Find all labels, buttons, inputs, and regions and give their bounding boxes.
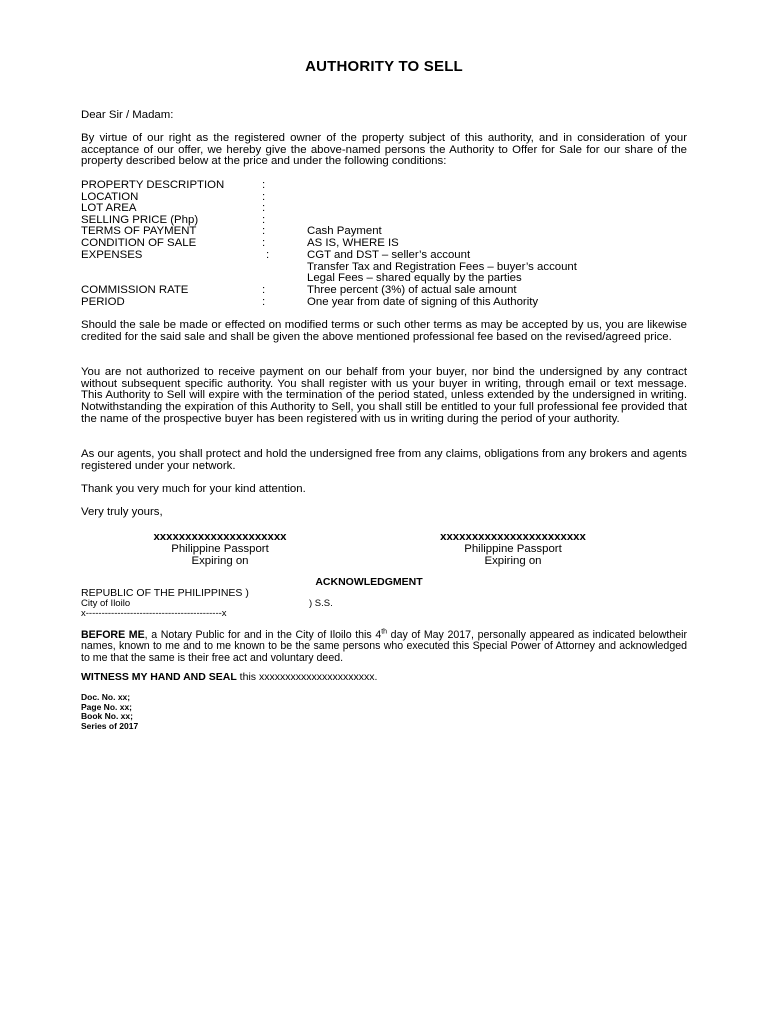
modified-terms-paragraph: Should the sale be made or effected on modified terms or such other terms as may be accepted by us, you are likewise credited for the said sale and shall be given the above mentioned professional fee based on the revised/agreed price.: [81, 319, 687, 343]
condition-label: CONDITION OF SALE: [81, 237, 197, 249]
signatory-name: xxxxxxxxxxxxxxxxxxxxxxx: [440, 531, 586, 543]
witness-line: [81, 672, 377, 684]
republic-line: REPUBLIC OF THE PHILIPPINES ): [81, 587, 249, 599]
colon: :: [262, 214, 266, 226]
expenses-value: CGT and DST – seller’s account: [307, 249, 471, 261]
witness-bold: WITNESS MY HAND AND SEAL: [81, 671, 237, 683]
commission-value: Three percent (3%) of actual sale amount: [307, 284, 517, 296]
intro-paragraph: By virtue of our right as the registered owner of the property subject of this authority, and in consideration of your acceptance of our offer, we hereby give the above-named persons the Authority to Offer for Sale for our share of the property described below at the price and under the following conditions:: [81, 132, 687, 168]
expenses-value: Transfer Tax and Registration Fees – buyer’s account: [307, 261, 577, 273]
before-me-bold: BEFORE ME: [81, 629, 145, 641]
terms-value: Cash Payment: [307, 225, 382, 237]
doc-no: Doc. No. xx;: [81, 692, 131, 702]
book-no: Book No. xx;: [81, 711, 133, 721]
signatory-name: xxxxxxxxxxxxxxxxxxxxx: [153, 531, 287, 543]
location-label: LOCATION: [81, 191, 139, 203]
series: Series of 2017: [81, 720, 139, 731]
colon: :: [262, 202, 266, 214]
property-description-label: PROPERTY DESCRIPTION: [81, 179, 225, 191]
colon: :: [262, 284, 266, 296]
commission-label: COMMISSION RATE: [81, 284, 189, 296]
closing-line: Very truly yours,: [81, 506, 163, 518]
before-me-text: , a Notary Public for and in the City of Iloilo this 4: [144, 629, 382, 641]
period-value: One year from date of signing of this Authority: [307, 296, 539, 308]
period-label: PERIOD: [81, 296, 125, 308]
lot-area-label: LOT AREA: [81, 202, 137, 214]
document-title: AUTHORITY TO SELL: [305, 58, 463, 75]
salutation: Dear Sir / Madam:: [81, 109, 174, 121]
signatory-expiry: Expiring on: [191, 555, 249, 567]
colon: :: [262, 191, 266, 203]
before-me-sup: th: [381, 628, 388, 636]
condition-value: AS IS, WHERE IS: [307, 237, 399, 249]
colon: :: [266, 249, 270, 261]
colon: :: [262, 225, 266, 237]
colon: :: [262, 179, 266, 191]
before-me-text-cont: day of May 2017, personally appeared as indicated belowtheir names, known to me and to me known to be the same persons who executed this Special Power of Attorney and acknowledged to me that the same is their free act and voluntary deed.: [81, 629, 687, 664]
terms-label: TERMS OF PAYMENT: [81, 225, 197, 237]
signatory-expiry: Expiring on: [484, 555, 542, 567]
expenses-label: EXPENSES: [81, 249, 143, 261]
acknowledgment-title: ACKNOWLEDGMENT: [315, 576, 423, 588]
selling-price-label: SELLING PRICE (Php): [81, 214, 199, 226]
page-no: Page No. xx;: [81, 701, 133, 712]
thanks-line: Thank you very much for your kind attention.: [81, 483, 306, 495]
dash-separator: x-------------------------------------------x: [81, 608, 227, 619]
colon: :: [262, 296, 266, 308]
ss-line: ) S.S.: [309, 598, 333, 609]
notarial-register: [81, 693, 138, 731]
signatory-block: [393, 531, 633, 567]
signatory-passport: Philippine Passport: [171, 543, 269, 555]
signatory-block: [100, 531, 340, 567]
signatory-passport: Philippine Passport: [464, 543, 562, 555]
city-line: City of Iloilo: [81, 598, 131, 609]
agents-paragraph: As our agents, you shall protect and hold the undersigned free from any claims, obligations from any brokers and agents registered under your network.: [81, 448, 687, 472]
colon: :: [262, 237, 266, 249]
expenses-value: Legal Fees – shared equally by the parties: [307, 272, 522, 284]
before-me-paragraph: [81, 630, 687, 664]
witness-text: this xxxxxxxxxxxxxxxxxxxxxx.: [236, 671, 378, 683]
authority-terms-paragraph: You are not authorized to receive payment on our behalf from your buyer, nor bind the undersigned by any contract without subsequent specific authority. You shall register with us your buyer in writing, through email or text message. This Authority to Sell will expire with the termination of the period stated, unless extended by the undersigned in writing. Notwithstanding the expiration of this Authority to Sell, you shall still be entitled to your full professional fee provided that the name of the prospective buyer has been registered with us in writing during the period of your authority.: [81, 366, 687, 425]
